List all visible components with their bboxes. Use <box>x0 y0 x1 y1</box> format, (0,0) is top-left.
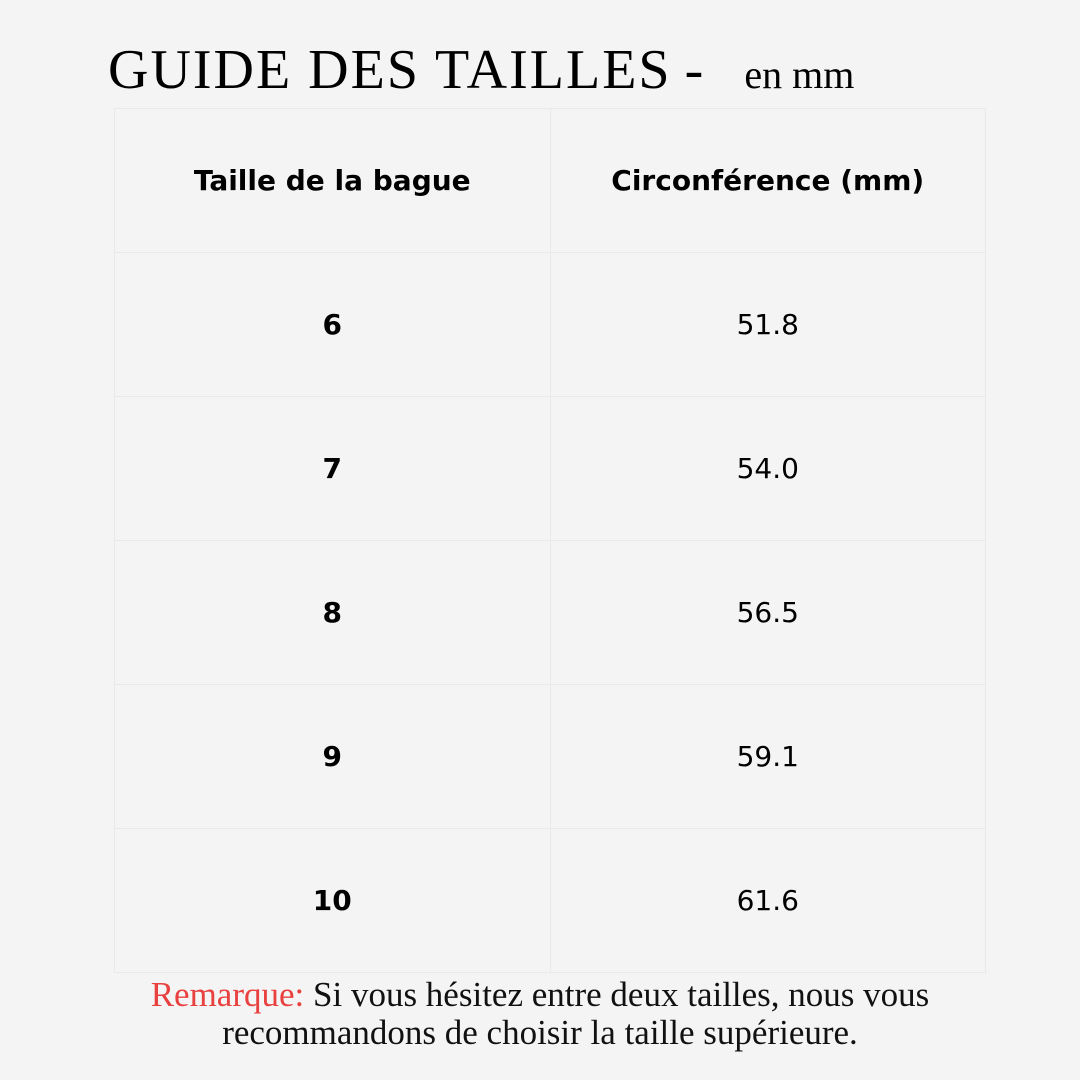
note-line-2: recommandons de choisir la taille supérieure. <box>222 1013 858 1052</box>
table-header-row <box>115 109 986 253</box>
table-row <box>115 685 986 829</box>
circumference-cell: 61.6 <box>550 829 986 973</box>
ring-size-cell: 9 <box>115 685 551 829</box>
note <box>40 976 1040 1052</box>
circumference-cell: 56.5 <box>550 541 986 685</box>
table-row <box>115 541 986 685</box>
note-text-1: Si vous hésitez entre deux tailles, nous vous <box>304 975 930 1014</box>
size-table <box>114 108 986 973</box>
note-line-1 <box>40 976 1040 1014</box>
note-label: Remarque: <box>150 975 305 1014</box>
table-row <box>115 253 986 397</box>
title-main: GUIDE DES TAILLES <box>108 39 672 101</box>
table-row <box>115 829 986 973</box>
table-row <box>115 397 986 541</box>
title-separator: - <box>684 39 704 101</box>
ring-size-cell: 6 <box>115 253 551 397</box>
header-ring-size: Taille de la bague <box>115 109 551 253</box>
header-circumference: Circonférence (mm) <box>550 109 986 253</box>
ring-size-cell: 7 <box>115 397 551 541</box>
ring-size-cell: 8 <box>115 541 551 685</box>
circumference-cell: 54.0 <box>550 397 986 541</box>
circumference-cell: 59.1 <box>550 685 986 829</box>
circumference-cell: 51.8 <box>550 253 986 397</box>
ring-size-cell: 10 <box>115 829 551 973</box>
title-unit: en mm <box>744 52 855 97</box>
page-title <box>108 38 1008 102</box>
